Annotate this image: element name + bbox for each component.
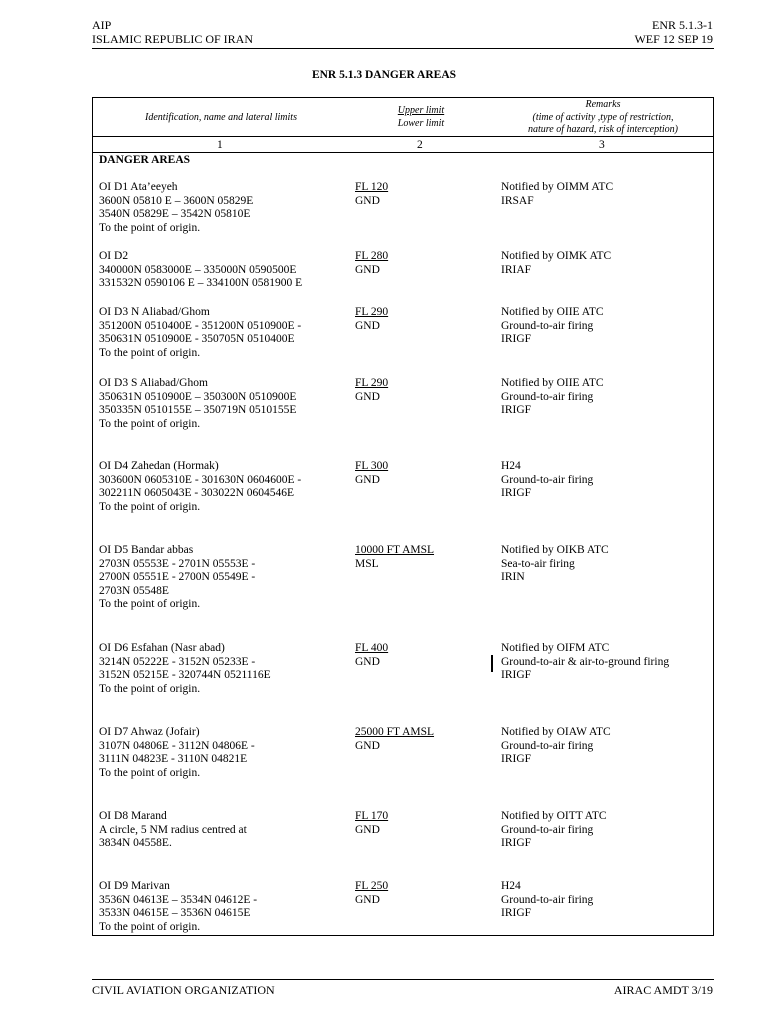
- area-limit-line: 350631N 0510900E – 350300N 0510900E: [99, 390, 297, 403]
- header-page-ref: ENR 5.1.3-1: [652, 18, 713, 32]
- lower-limit: GND: [355, 893, 380, 906]
- remark-line: IRIGF: [501, 753, 532, 766]
- area-limit-line: 331532N 0590106 E – 334100N 0581900 E: [99, 277, 303, 290]
- area-name: OI D3 S Aliabad/Ghom: [99, 377, 208, 389]
- lower-limit: GND: [355, 194, 380, 207]
- area-limit-line: 2703N 05553E - 2701N 05553E -: [99, 557, 256, 570]
- area-vertical-limits: [355, 880, 495, 907]
- remark-line: Sea-to-air firing: [501, 557, 575, 570]
- upper-limit: FL 290: [355, 377, 389, 389]
- col2-heading-lower: Lower limit: [397, 117, 445, 129]
- header-aip: AIP: [92, 18, 112, 32]
- area-limit-line: To the point of origin.: [99, 346, 201, 359]
- header-left: [92, 18, 253, 46]
- remark-line: Ground-to-air firing: [501, 390, 594, 403]
- remark-line: Notified by OIIE ATC: [501, 377, 604, 389]
- area-limit-line: A circle, 5 NM radius centred at: [99, 823, 247, 836]
- col-number-2: 2: [417, 139, 423, 151]
- lower-limit: GND: [355, 263, 380, 276]
- footer-amendment: AIRAC AMDT 3/19: [613, 983, 713, 997]
- area-limit-line: 3111N 04823E - 3110N 04821E: [99, 753, 248, 766]
- remark-line: Notified by OIIE ATC: [501, 306, 604, 318]
- area-identification: [99, 377, 349, 431]
- area-limit-line: 302211N 0605043E - 303022N 0604546E: [99, 487, 295, 500]
- area-vertical-limits: [355, 642, 495, 669]
- area-limit-line: To the point of origin.: [99, 598, 201, 611]
- area-remarks: [501, 377, 711, 418]
- area-limit-line: To the point of origin.: [99, 417, 201, 430]
- area-vertical-limits: [355, 460, 495, 487]
- page-title: ENR 5.1.3 DANGER AREAS: [311, 69, 457, 81]
- remark-line: Notified by OIKB ATC: [501, 544, 609, 556]
- area-vertical-limits: [355, 377, 495, 404]
- area-name: OI D3 N Aliabad/Ghom: [99, 306, 210, 318]
- area-vertical-limits: [355, 181, 495, 208]
- remark-line: Ground-to-air firing: [501, 893, 594, 906]
- remark-line: IRIGF: [501, 837, 532, 850]
- area-limit-line: 351200N 0510400E - 351200N 0510900E -: [99, 319, 302, 332]
- remark-line: Notified by OIFM ATC: [501, 642, 610, 654]
- section-title: DANGER AREAS: [99, 154, 191, 166]
- area-vertical-limits: [355, 726, 495, 753]
- remark-line: IRIAF: [501, 263, 532, 276]
- remark-line: IRSAF: [501, 194, 534, 207]
- area-remarks: [501, 810, 711, 851]
- lower-limit: GND: [355, 319, 380, 332]
- area-remarks: [501, 181, 711, 208]
- header-country: ISLAMIC REPUBLIC OF IRAN: [92, 32, 254, 46]
- area-limit-line: 3540N 05829E – 3542N 05810E: [99, 208, 251, 221]
- remark-line: Notified by OITT ATC: [501, 810, 607, 822]
- remark-line: Ground-to-air firing: [501, 739, 594, 752]
- area-limit-line: To the point of origin.: [99, 682, 201, 695]
- col-number-3: 3: [599, 139, 605, 151]
- col-number-divider: [93, 152, 713, 153]
- upper-limit: FL 120: [355, 181, 389, 193]
- area-limit-line: 2700N 05551E - 2700N 05549E -: [99, 571, 256, 584]
- header-right: [634, 18, 713, 46]
- header-divider: [92, 48, 714, 49]
- area-limit-line: 3152N 05215E - 320744N 0521116E: [99, 669, 271, 682]
- area-name: OI D5 Bandar abbas: [99, 544, 194, 556]
- lower-limit: GND: [355, 739, 380, 752]
- upper-limit: 10000 FT AMSL: [355, 544, 435, 556]
- col1-heading: Identification, name and lateral limits: [145, 112, 297, 123]
- header-effective-date: WEF 12 SEP 19: [634, 32, 713, 46]
- remark-line: Ground-to-air & air-to-ground firing: [501, 655, 670, 668]
- area-remarks: [501, 250, 711, 277]
- remark-line: IRIGF: [501, 404, 532, 417]
- remark-line: IRIGF: [501, 669, 532, 682]
- area-identification: [99, 544, 349, 612]
- remark-line: Notified by OIMM ATC: [501, 181, 614, 193]
- area-remarks: [501, 880, 711, 921]
- col3-heading: [498, 99, 708, 137]
- area-vertical-limits: [355, 250, 495, 277]
- area-name: OI D1 Ata’eeyeh: [99, 181, 178, 193]
- area-identification: [99, 306, 349, 360]
- remark-line: IRIGF: [501, 907, 532, 920]
- col2-heading-upper: Upper limit: [397, 105, 445, 116]
- area-remarks: [501, 306, 711, 347]
- area-remarks: [501, 726, 711, 767]
- upper-limit: FL 400: [355, 642, 389, 654]
- area-name: OI D2: [99, 250, 129, 262]
- area-remarks: [501, 460, 711, 501]
- area-identification: [99, 460, 349, 514]
- change-bar: [491, 655, 493, 672]
- upper-limit: 25000 FT AMSL: [355, 726, 435, 738]
- lower-limit: GND: [355, 473, 380, 486]
- area-limit-line: 350631N 0510900E - 350705N 0510400E: [99, 333, 295, 346]
- area-limit-line: To the point of origin.: [99, 500, 201, 513]
- area-limit-line: 3834N 04558E.: [99, 837, 172, 850]
- remark-line: Notified by OIAW ATC: [501, 726, 611, 738]
- lower-limit: GND: [355, 390, 380, 403]
- area-identification: [99, 810, 349, 851]
- remark-line: IRIN: [501, 571, 525, 584]
- remark-line: Ground-to-air firing: [501, 473, 594, 486]
- area-name: OI D7 Ahwaz (Jofair): [99, 726, 200, 738]
- area-name: OI D9 Marivan: [99, 880, 170, 892]
- area-limit-line: 3536N 04613E – 3534N 04612E -: [99, 893, 258, 906]
- lower-limit: GND: [355, 655, 380, 668]
- danger-areas-table: [92, 97, 714, 936]
- remark-line: Ground-to-air firing: [501, 319, 594, 332]
- upper-limit: FL 280: [355, 250, 389, 262]
- remark-line: IRIGF: [501, 333, 532, 346]
- upper-limit: FL 290: [355, 306, 389, 318]
- area-identification: [99, 181, 349, 235]
- area-limit-line: 3214N 05222E - 3152N 05233E -: [99, 655, 256, 668]
- footer-divider: [92, 979, 714, 980]
- remark-line: H24: [501, 460, 521, 472]
- remark-line: Ground-to-air firing: [501, 823, 594, 836]
- col2-heading: [351, 105, 491, 130]
- area-identification: [99, 642, 349, 696]
- area-limit-line: To the point of origin.: [99, 920, 201, 933]
- area-limit-line: To the point of origin.: [99, 221, 201, 234]
- area-limit-line: 303600N 0605310E - 301630N 0604600E -: [99, 473, 302, 486]
- area-vertical-limits: [355, 306, 495, 333]
- area-name: OI D8 Marand: [99, 810, 167, 822]
- upper-limit: FL 300: [355, 460, 389, 472]
- area-name: OI D6 Esfahan (Nasr abad): [99, 642, 225, 654]
- area-limit-line: 3533N 04615E – 3536N 04615E: [99, 907, 251, 920]
- col-number-1: 1: [217, 139, 223, 151]
- area-remarks: [501, 544, 711, 585]
- area-name: OI D4 Zahedan (Hormak): [99, 460, 219, 472]
- area-limit-line: To the point of origin.: [99, 766, 201, 779]
- area-limit-line: 340000N 0583000E – 335000N 0590500E: [99, 263, 297, 276]
- remark-line: H24: [501, 880, 521, 892]
- area-identification: [99, 880, 349, 934]
- footer-organization: CIVIL AVIATION ORGANIZATION: [92, 983, 275, 997]
- col3-heading-line3: nature of hazard, risk of interception): [528, 124, 678, 135]
- area-vertical-limits: [355, 810, 495, 837]
- header-row-divider: [93, 136, 713, 137]
- area-vertical-limits: [355, 544, 495, 571]
- area-limit-line: 3107N 04806E - 3112N 04806E -: [99, 739, 255, 752]
- lower-limit: GND: [355, 823, 380, 836]
- lower-limit: MSL: [355, 557, 379, 570]
- area-limit-line: 3600N 05810 E – 3600N 05829E: [99, 194, 254, 207]
- area-identification: [99, 250, 349, 291]
- upper-limit: FL 250: [355, 880, 389, 892]
- col3-heading-line2: (time of activity ,type of restriction,: [532, 111, 674, 123]
- col3-heading-line1: Remarks: [585, 99, 621, 110]
- area-remarks: [501, 642, 711, 683]
- area-limit-line: 2703N 05548E: [99, 584, 169, 597]
- remark-line: IRIGF: [501, 487, 532, 500]
- area-identification: [99, 726, 349, 780]
- remark-line: Notified by OIMK ATC: [501, 250, 612, 262]
- upper-limit: FL 170: [355, 810, 389, 822]
- area-limit-line: 350335N 0510155E – 350719N 0510155E: [99, 404, 297, 417]
